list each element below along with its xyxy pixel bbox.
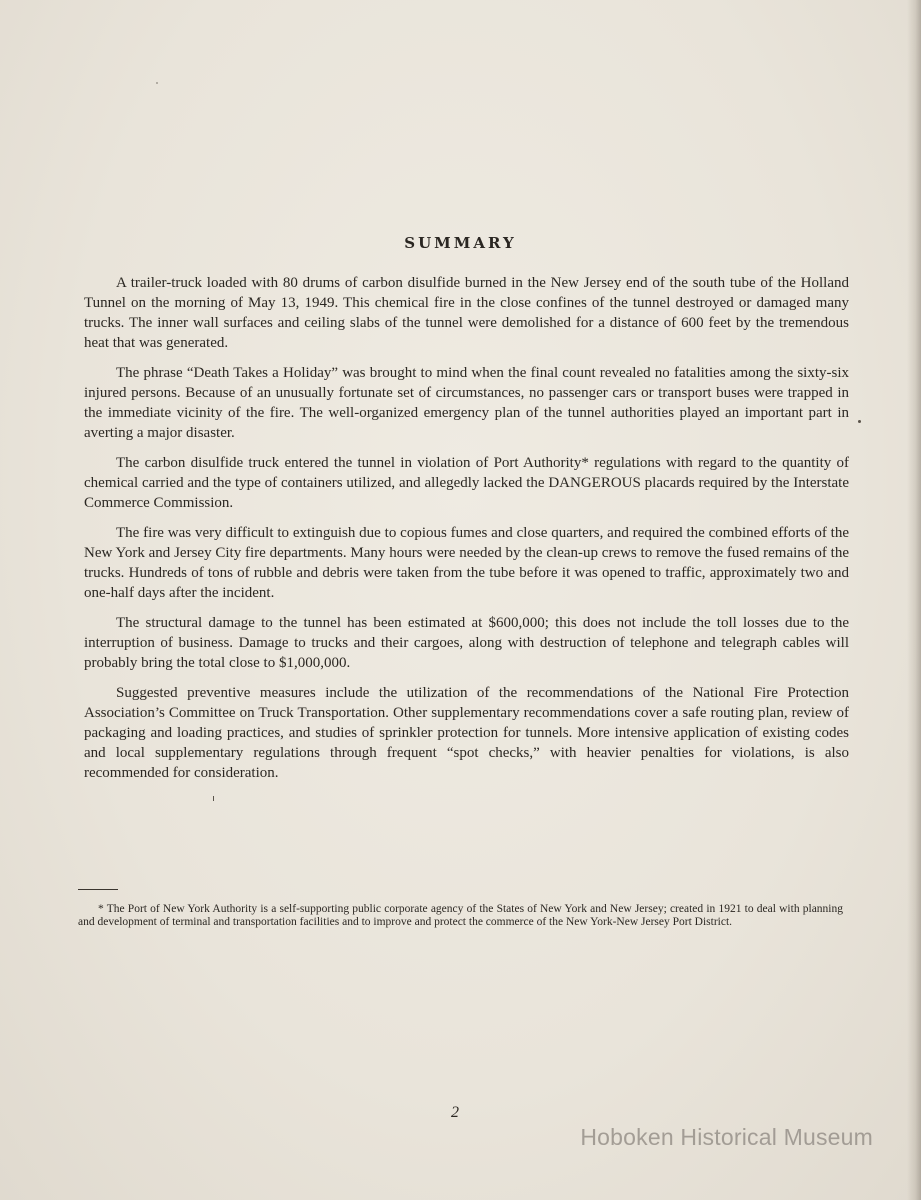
summary-body	[84, 273, 849, 793]
museum-watermark: Hoboken Historical Museum	[580, 1124, 873, 1150]
paper-speck	[213, 796, 214, 801]
page-title: SUMMARY	[404, 234, 517, 252]
paper-speck	[858, 420, 861, 423]
paragraph: The phrase “Death Takes a Holiday” was brought to mind when the final count revealed no fatalities among the sixty-six injured persons. Because of an unusually fortunate set of circumstances, no passenger cars or transport buses were trapped in the immediate vicinity of the fire. The well-organized emergency plan of the tunnel authorities played an important part in averting a major disaster.	[84, 365, 849, 441]
footnote: * The Port of New York Authority is a self-supporting public corporate agency of the States of New York and New Jersey; created in 1921 to deal with planning and development of terminal and transportation facilities and to improve and protect the commerce of the New York-New Jersey Port District.	[78, 903, 843, 928]
paper-speck	[156, 82, 158, 84]
paragraph: Suggested preventive measures include the utilization of the recommendations of the National Fire Protection Association’s Committee on Truck Transportation. Other supplementary recommendations cover a safe routing plan, review of packaging and loading practices, and studies of sprinkler protection for tunnels. More intensive application of existing codes and local supplementary regulations through frequent “spot checks,” with heavier penalties for violations, is also recommended for consideration.	[84, 685, 849, 781]
page-number: 2	[451, 1104, 459, 1121]
paragraph: The carbon disulfide truck entered the tunnel in violation of Port Authority* regulations with regard to the quantity of chemical carried and the type of containers utilized, and allegedly lacked the DANGEROUS placards required by the Interstate Commerce Commission.	[84, 455, 849, 511]
paragraph: The structural damage to the tunnel has been estimated at $600,000; this does not include the toll losses due to the interruption of business. Damage to trucks and their cargoes, along with destruction of telephone and telegraph cables will probably bring the total close to $1,000,000.	[84, 615, 849, 671]
paragraph: A trailer-truck loaded with 80 drums of carbon disulfide burned in the New Jersey end of the south tube of the Holland Tunnel on the morning of May 13, 1949. This chemical fire in the close confines of the tunnel destroyed or damaged many trucks. The inner wall surfaces and ceiling slabs of the tunnel were demolished for a distance of 600 feet by the tremendous heat that was generated.	[84, 275, 849, 351]
footnote-rule	[78, 889, 118, 890]
paragraph: The fire was very difficult to extinguish due to copious fumes and close quarters, and required the combined efforts of the New York and Jersey City fire departments. Many hours were needed by the clean-up crews to remove the fused remains of the trucks. Hundreds of tons of rubble and debris were taken from the tube before it was opened to traffic, approximately two and one-half days after the incident.	[84, 525, 849, 601]
page-edge-shadow	[907, 0, 921, 1200]
